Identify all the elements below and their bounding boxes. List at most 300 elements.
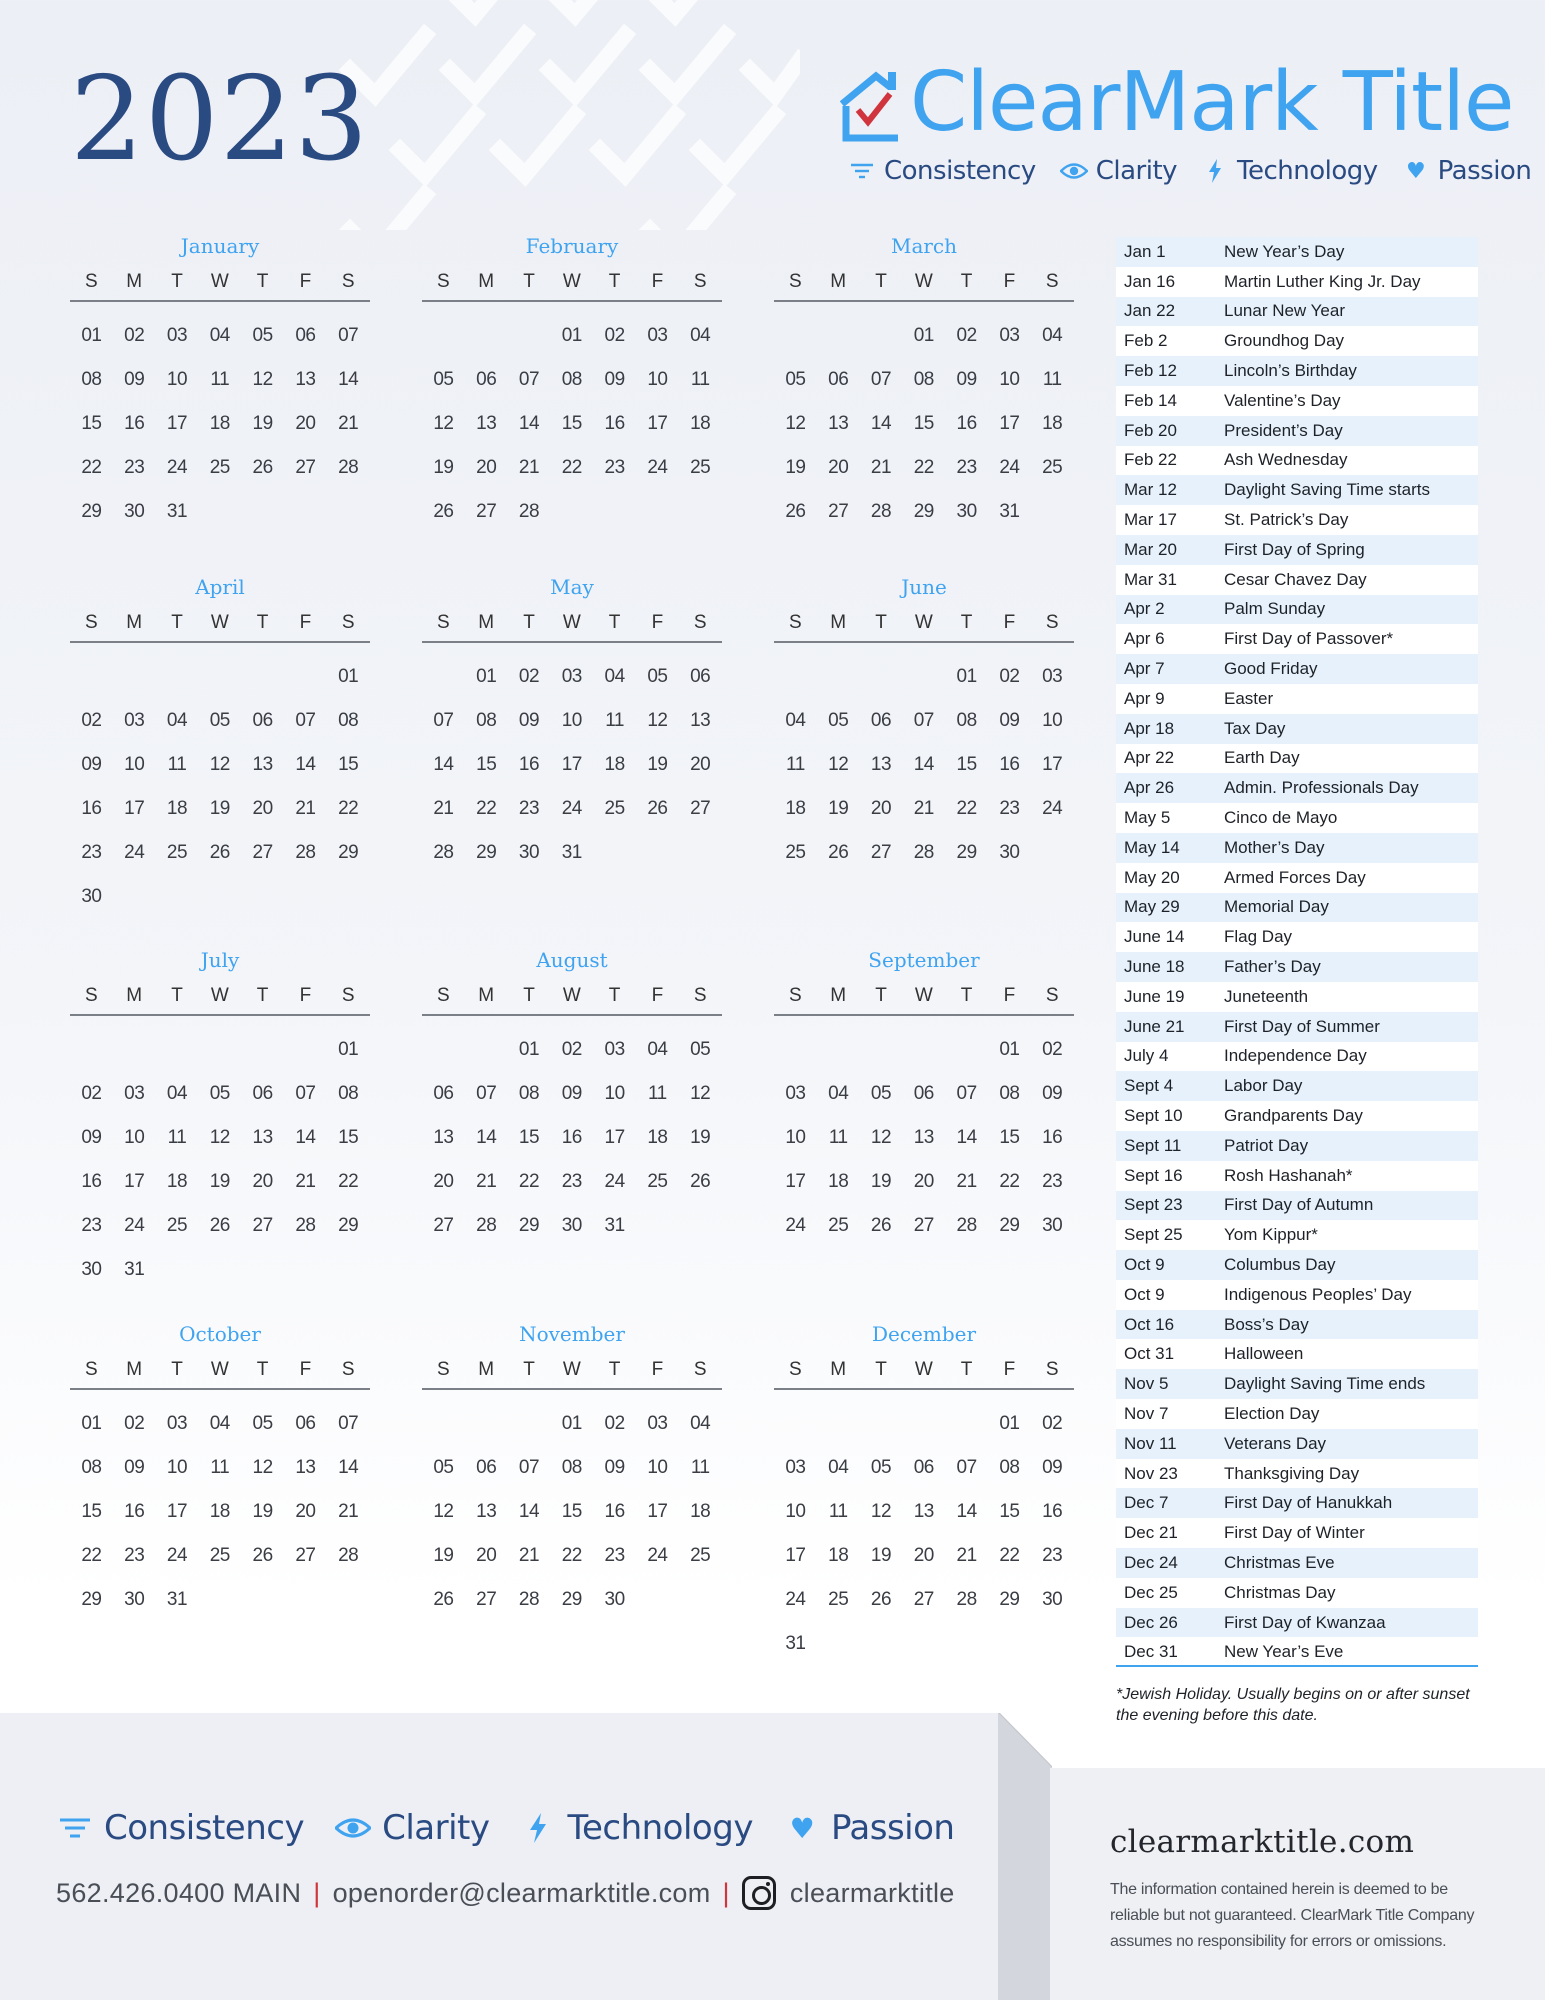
day-cell: 10 (604, 1083, 625, 1104)
holiday-name: St. Patrick’s Day (1224, 510, 1349, 530)
day-empty (817, 655, 860, 699)
holiday-row (1116, 1488, 1478, 1518)
weekday-label: W (914, 985, 933, 1006)
day-cell: 12 (433, 1501, 454, 1522)
weekday-label: M (830, 612, 847, 633)
day-cell: 27 (913, 1589, 934, 1610)
month-name: September (868, 948, 980, 972)
day-cell: 29 (518, 1215, 540, 1236)
weekday-header (70, 605, 370, 643)
month-july (70, 946, 370, 1292)
weekday-label: S (1045, 1359, 1059, 1380)
day-cell: 23 (604, 1545, 625, 1566)
tagline-consistency (56, 1808, 304, 1848)
holiday-date: Sept 25 (1124, 1225, 1183, 1245)
weekday-header (422, 605, 722, 643)
weekday-label: T (171, 271, 183, 292)
holiday-name: Veterans Day (1224, 1433, 1327, 1453)
day-cell: 03 (124, 1083, 145, 1104)
day-cell: 08 (338, 1083, 359, 1104)
day-cell: 04 (209, 1413, 230, 1434)
day-cell: 17 (785, 1545, 806, 1566)
day-cell: 20 (295, 1501, 316, 1522)
day-cell: 06 (252, 1083, 273, 1104)
day-cell: 21 (870, 457, 892, 478)
weekday-label: S (341, 612, 355, 633)
day-cell: 14 (295, 1127, 316, 1148)
holiday-row (1116, 982, 1478, 1012)
holiday-date: Nov 23 (1124, 1463, 1178, 1483)
day-cell: 26 (209, 1215, 230, 1236)
day-cell: 09 (518, 710, 540, 731)
day-cell: 30 (604, 1589, 625, 1610)
weekday-header (422, 264, 722, 302)
tagline-label: Consistency (104, 1808, 305, 1848)
holiday-name: Lincoln’s Birthday (1224, 361, 1357, 381)
day-cell: 29 (999, 1589, 1020, 1610)
day-cell: 14 (433, 754, 454, 775)
day-empty (860, 314, 903, 358)
day-cell: 18 (1042, 413, 1063, 434)
phone-number[interactable]: 562.426.0400 MAIN (56, 1877, 302, 1908)
day-cell: 23 (124, 1545, 145, 1566)
weekday-label: S (789, 985, 802, 1006)
day-cell: 21 (433, 798, 454, 819)
day-cell: 11 (605, 710, 624, 731)
weekday-label: T (608, 612, 621, 633)
day-empty (284, 655, 327, 699)
day-cell: 09 (561, 1083, 582, 1104)
day-cell: 14 (338, 369, 359, 390)
holiday-date: Sept 23 (1124, 1195, 1183, 1215)
day-cell: 22 (561, 457, 582, 478)
holiday-row (1116, 1250, 1478, 1280)
weekday-label: S (437, 985, 450, 1006)
day-cell: 15 (999, 1501, 1020, 1522)
heart-icon: ♥ (1406, 158, 1426, 184)
day-cell: 14 (295, 754, 316, 775)
month-name: February (525, 234, 619, 258)
day-cell: 10 (999, 369, 1020, 390)
day-grid (774, 1402, 1074, 1666)
day-cell: 05 (870, 1457, 892, 1478)
day-cell: 03 (647, 1413, 668, 1434)
day-cell: 13 (870, 754, 892, 775)
day-cell: 26 (828, 842, 849, 863)
day-empty (860, 1028, 903, 1072)
day-cell: 07 (870, 369, 892, 390)
holiday-date: July 4 (1124, 1046, 1169, 1066)
day-cell: 13 (913, 1127, 934, 1148)
day-cell: 20 (690, 754, 711, 775)
weekday-label: W (562, 612, 581, 633)
day-cell: 15 (561, 1501, 582, 1522)
holiday-name: Daylight Saving Time starts (1224, 480, 1430, 500)
weekday-label: S (437, 1359, 450, 1380)
month-january (70, 232, 370, 534)
day-cell: 21 (295, 798, 316, 819)
holiday-name: Valentine’s Day (1224, 390, 1341, 410)
holiday-row (1116, 505, 1478, 535)
holiday-date: Apr 26 (1124, 778, 1175, 798)
tagline-bottom (56, 1808, 984, 1848)
holiday-date: June 18 (1124, 957, 1185, 977)
holiday-date: June 21 (1124, 1016, 1185, 1036)
day-cell: 17 (166, 413, 188, 434)
day-cell: 05 (785, 369, 806, 390)
holiday-date: Feb 12 (1124, 361, 1177, 381)
day-cell: 24 (124, 1215, 145, 1236)
day-cell: 02 (1042, 1039, 1063, 1060)
weekday-label: T (256, 612, 269, 633)
holiday-row (1116, 1339, 1478, 1369)
weekday-label: S (693, 1359, 707, 1380)
holiday-date: Apr 7 (1124, 659, 1165, 679)
day-cell: 09 (124, 1457, 145, 1478)
holiday-name: Independence Day (1224, 1046, 1367, 1066)
day-cell: 19 (433, 457, 454, 478)
tagline-clarity (1060, 156, 1177, 186)
day-cell: 30 (1042, 1589, 1063, 1610)
day-cell: 17 (1042, 754, 1063, 775)
day-cell: 28 (956, 1215, 977, 1236)
day-cell: 13 (252, 754, 273, 775)
day-cell: 06 (913, 1457, 934, 1478)
day-empty (465, 1028, 508, 1072)
day-cell: 01 (476, 666, 497, 687)
holiday-row (1116, 1399, 1478, 1429)
day-cell: 05 (252, 1413, 273, 1434)
holiday-note: *Jewish Holiday. Usually begins on or after sunset the evening before this date. (1116, 1686, 1470, 1724)
weekday-label: M (830, 271, 847, 292)
day-cell: 24 (647, 457, 668, 478)
holiday-name: Grandparents Day (1224, 1106, 1363, 1125)
day-cell: 17 (166, 1501, 188, 1522)
month-november (422, 1320, 722, 1622)
day-empty (70, 1028, 113, 1072)
day-empty (945, 1402, 988, 1446)
day-cell: 25 (209, 1545, 230, 1566)
day-empty (465, 314, 508, 358)
weekday-label: W (562, 271, 581, 292)
day-cell: 20 (870, 798, 892, 819)
day-cell: 12 (209, 754, 230, 775)
instagram-handle[interactable]: clearmarktitle (789, 1877, 955, 1908)
holiday-row (1116, 297, 1478, 327)
day-cell: 21 (913, 798, 934, 819)
day-cell: 30 (956, 501, 977, 522)
holiday-date: Feb 2 (1124, 331, 1168, 351)
day-cell: 23 (81, 1215, 102, 1236)
weekday-label: M (478, 271, 495, 292)
weekday-label: W (210, 1359, 229, 1380)
month-name: April (195, 575, 245, 599)
day-cell: 13 (690, 710, 711, 731)
day-cell: 13 (433, 1127, 454, 1148)
holiday-row (1116, 1548, 1478, 1578)
day-cell: 05 (828, 710, 849, 731)
day-cell: 18 (690, 413, 711, 434)
day-cell: 04 (166, 710, 188, 731)
month-december (774, 1320, 1074, 1666)
holiday-date: Mar 12 (1124, 480, 1177, 500)
tagline-label: Passion (830, 1808, 955, 1848)
day-cell: 22 (476, 798, 497, 819)
weekday-label: S (693, 612, 707, 633)
weekday-header (422, 1352, 722, 1390)
instagram-icon (742, 1876, 776, 1910)
weekday-label: S (789, 271, 802, 292)
day-cell: 19 (870, 1171, 892, 1192)
tagline-label: Clarity (1095, 156, 1178, 186)
day-cell: 29 (999, 1215, 1020, 1236)
day-cell: 27 (295, 1545, 316, 1566)
holiday-date: Dec 7 (1124, 1493, 1169, 1513)
day-cell: 08 (338, 710, 359, 731)
day-cell: 25 (647, 1171, 668, 1192)
day-cell: 19 (785, 457, 806, 478)
weekday-label: M (126, 1359, 143, 1380)
weekday-label: T (256, 1359, 269, 1380)
day-cell: 30 (999, 842, 1020, 863)
day-cell: 27 (476, 501, 497, 522)
day-cell: 29 (338, 842, 359, 863)
day-cell: 07 (956, 1083, 977, 1104)
day-cell: 15 (476, 754, 497, 775)
day-cell: 04 (166, 1083, 188, 1104)
day-cell: 15 (518, 1127, 540, 1148)
month-june (774, 573, 1074, 875)
day-cell: 16 (81, 1171, 102, 1192)
day-cell: 08 (561, 1457, 582, 1478)
day-cell: 28 (338, 1545, 359, 1566)
day-cell: 03 (166, 1413, 188, 1434)
email-link[interactable]: openorder@clearmarktitle.com (332, 1877, 711, 1908)
holiday-date: Apr 2 (1124, 599, 1165, 619)
weekday-header (70, 264, 370, 302)
weekday-label: F (651, 612, 664, 633)
weekday-label: W (562, 985, 581, 1006)
day-cell: 25 (785, 842, 806, 863)
holiday-name: Cinco de Mayo (1224, 808, 1338, 828)
holiday-date: Apr 18 (1124, 718, 1175, 738)
day-cell: 15 (338, 1127, 359, 1148)
day-grid (70, 1402, 370, 1622)
day-cell: 27 (913, 1215, 934, 1236)
holiday-row (1116, 744, 1478, 774)
day-cell: 01 (561, 1413, 582, 1434)
day-cell: 27 (690, 798, 711, 819)
day-cell: 09 (604, 1457, 625, 1478)
weekday-header (774, 1352, 1074, 1390)
day-cell: 29 (913, 501, 934, 522)
holiday-row (1116, 1578, 1478, 1608)
holiday-name: First Day of Kwanzaa (1224, 1612, 1386, 1632)
weekday-label: W (914, 612, 933, 633)
day-cell: 16 (1042, 1501, 1063, 1522)
holiday-row (1116, 922, 1478, 952)
day-empty (422, 314, 465, 358)
holiday-date: Sept 10 (1124, 1106, 1183, 1125)
holiday-row (1116, 1518, 1478, 1548)
day-cell: 29 (81, 501, 102, 522)
holiday-name: Palm Sunday (1224, 599, 1326, 619)
day-cell: 17 (124, 1171, 145, 1192)
weekday-label: M (126, 612, 143, 633)
day-cell: 24 (124, 842, 145, 863)
day-empty (508, 314, 551, 358)
holiday-name: Admin. Professionals Day (1224, 778, 1419, 798)
holiday-list (1116, 237, 1478, 1667)
day-empty (945, 1028, 988, 1072)
day-cell: 26 (785, 501, 806, 522)
day-cell: 31 (999, 501, 1020, 522)
day-cell: 28 (518, 501, 540, 522)
weekday-label: W (210, 271, 229, 292)
day-cell: 16 (956, 413, 977, 434)
tagline-label: Technology (567, 1808, 753, 1848)
day-empty (902, 1028, 945, 1072)
weekday-label: M (478, 1359, 495, 1380)
day-cell: 11 (648, 1083, 667, 1104)
day-empty (241, 655, 284, 699)
separator: | (722, 1877, 730, 1908)
day-cell: 07 (433, 710, 454, 731)
day-cell: 01 (338, 1039, 359, 1060)
holiday-name: Lunar New Year (1224, 301, 1345, 321)
day-cell: 22 (999, 1545, 1020, 1566)
day-cell: 12 (828, 754, 849, 775)
holiday-date: Dec 21 (1124, 1523, 1178, 1543)
day-cell: 04 (690, 1413, 711, 1434)
holiday-row (1116, 356, 1478, 386)
day-cell: 05 (209, 710, 230, 731)
holiday-name: Groundhog Day (1224, 331, 1345, 351)
day-cell: 26 (433, 1589, 454, 1610)
day-cell: 20 (476, 1545, 497, 1566)
day-cell: 28 (870, 501, 892, 522)
weekday-label: S (341, 1359, 355, 1380)
holiday-date: May 14 (1124, 837, 1180, 857)
tagline-clarity (334, 1808, 489, 1848)
day-cell: 04 (785, 710, 806, 731)
day-grid (774, 655, 1074, 875)
day-cell: 28 (476, 1215, 497, 1236)
day-cell: 23 (604, 457, 625, 478)
holiday-name: Memorial Day (1224, 897, 1329, 917)
holiday-date: Oct 31 (1124, 1344, 1175, 1364)
day-cell: 05 (870, 1083, 892, 1104)
day-grid (422, 314, 722, 534)
day-empty (70, 655, 113, 699)
weekday-label: T (256, 985, 269, 1006)
day-grid (422, 1402, 722, 1622)
day-cell: 02 (604, 1413, 625, 1434)
day-cell: 05 (252, 325, 273, 346)
tagline-technology (519, 1808, 752, 1848)
day-cell: 04 (828, 1457, 849, 1478)
day-cell: 23 (956, 457, 977, 478)
holiday-row (1116, 803, 1478, 833)
day-cell: 18 (604, 754, 625, 775)
holiday-row (1116, 714, 1478, 744)
day-cell: 29 (561, 1589, 582, 1610)
day-cell: 11 (828, 1501, 848, 1522)
holiday-name: Cesar Chavez Day (1224, 569, 1367, 589)
day-cell: 22 (999, 1171, 1020, 1192)
day-cell: 24 (166, 457, 188, 478)
day-cell: 13 (295, 369, 316, 390)
day-empty (774, 1402, 817, 1446)
day-cell: 29 (81, 1589, 102, 1610)
month-name: October (179, 1322, 261, 1346)
holiday-date: Mar 31 (1124, 569, 1177, 589)
day-cell: 25 (828, 1589, 849, 1610)
day-empty (113, 655, 156, 699)
holiday-row (1116, 1101, 1478, 1131)
month-name: December (871, 1322, 977, 1346)
day-cell: 03 (561, 666, 582, 687)
day-cell: 03 (999, 325, 1020, 346)
weekday-label: T (608, 985, 621, 1006)
weekday-label: T (256, 271, 269, 292)
day-cell: 13 (828, 413, 849, 434)
day-cell: 02 (956, 325, 977, 346)
day-cell: 07 (295, 710, 316, 731)
day-cell: 24 (999, 457, 1020, 478)
house-check-icon (840, 66, 910, 146)
day-cell: 19 (209, 798, 230, 819)
month-name: March (890, 234, 958, 258)
tagline-label: Clarity (382, 1808, 490, 1848)
day-empty (284, 1028, 327, 1072)
website-link[interactable]: clearmarktitle.com (1110, 1824, 1415, 1860)
day-cell: 07 (295, 1083, 316, 1104)
day-cell: 15 (999, 1127, 1020, 1148)
day-cell: 21 (518, 457, 540, 478)
day-cell: 12 (252, 369, 273, 390)
weekday-label: T (960, 612, 973, 633)
holiday-date: Oct 16 (1124, 1314, 1175, 1334)
day-cell: 24 (561, 798, 582, 819)
holiday-row (1116, 595, 1478, 625)
day-empty (156, 1028, 199, 1072)
day-cell: 31 (604, 1215, 625, 1236)
weekday-label: S (85, 612, 98, 633)
day-cell: 17 (785, 1171, 806, 1192)
holiday-date: Apr 9 (1124, 688, 1165, 708)
day-cell: 04 (1042, 325, 1063, 346)
eye-icon (1060, 157, 1088, 185)
day-cell: 23 (999, 798, 1020, 819)
day-cell: 08 (561, 369, 582, 390)
holiday-row (1116, 1459, 1478, 1489)
day-cell: 09 (604, 369, 625, 390)
day-grid (422, 655, 722, 875)
month-march (774, 232, 1074, 534)
day-cell: 19 (690, 1127, 711, 1148)
holiday-name: First Day of Spring (1224, 539, 1365, 559)
holiday-name: Daylight Saving Time ends (1224, 1374, 1426, 1394)
holiday-list-divider (1116, 1665, 1478, 1667)
month-may (422, 573, 722, 875)
day-cell: 22 (81, 457, 102, 478)
day-cell: 01 (81, 325, 102, 346)
holiday-row (1116, 1071, 1478, 1101)
day-cell: 23 (124, 457, 145, 478)
day-cell: 04 (828, 1083, 849, 1104)
weekday-label: F (1003, 271, 1016, 292)
